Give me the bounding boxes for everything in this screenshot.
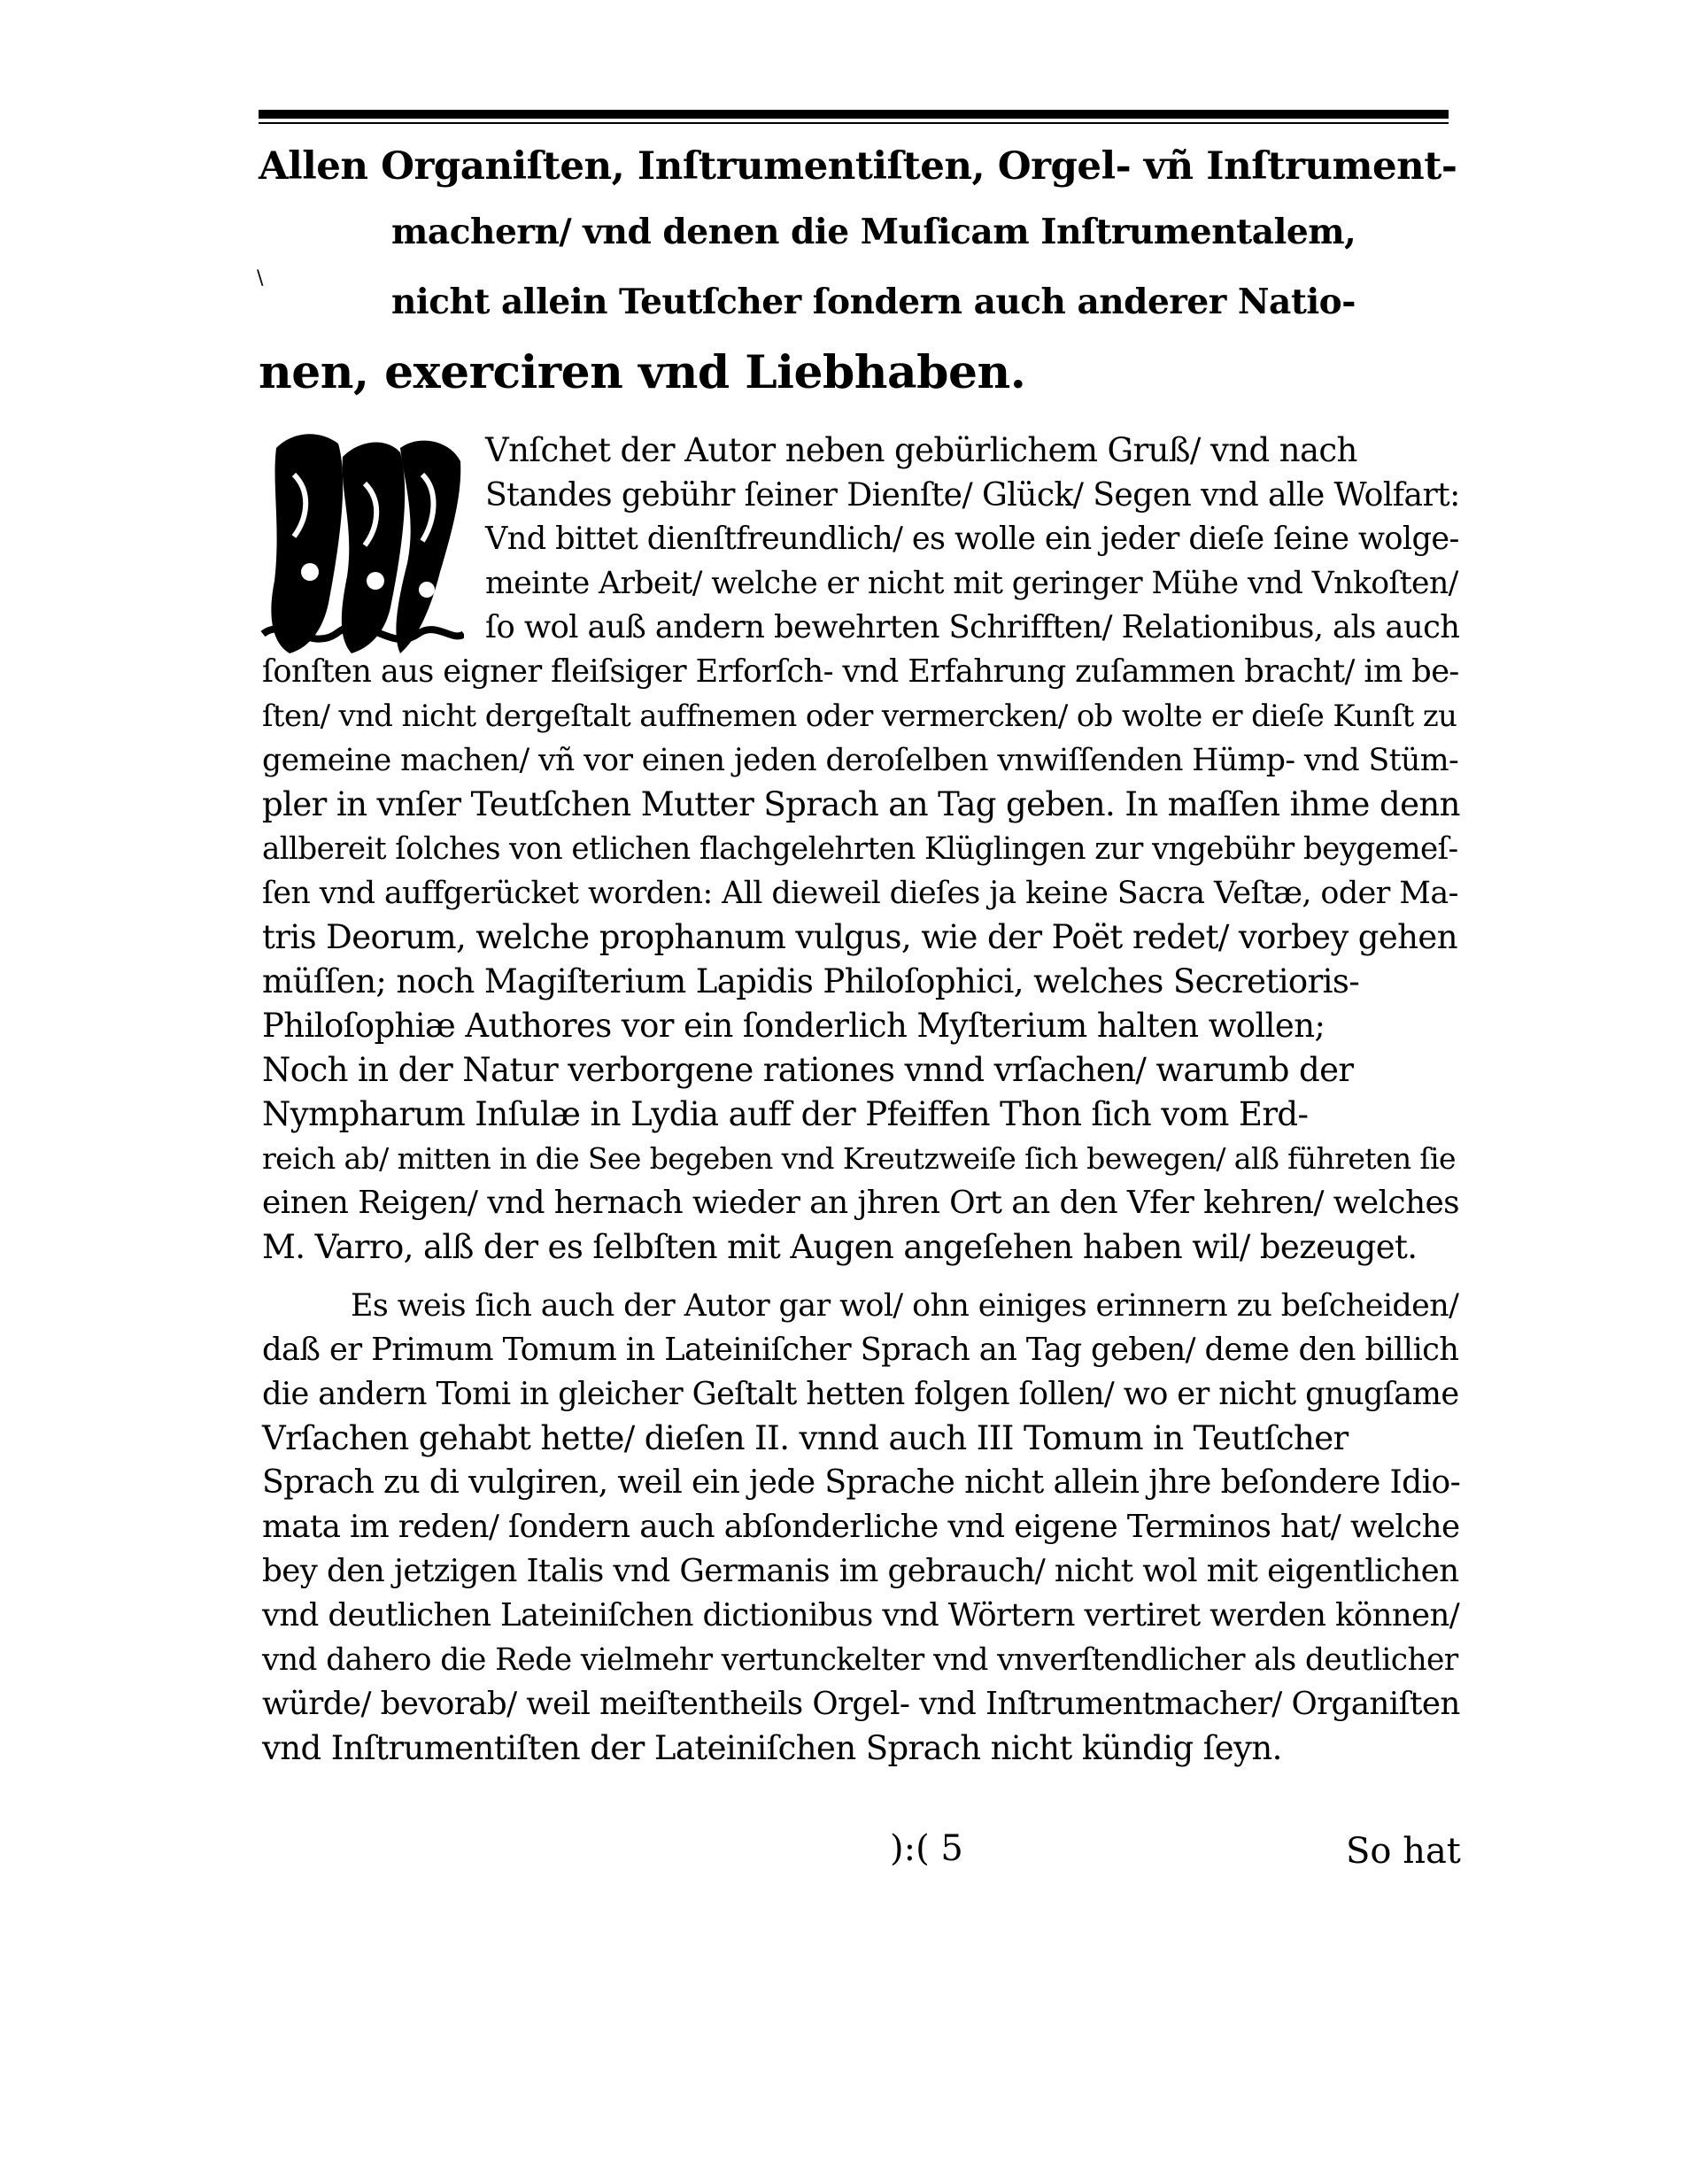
body-line: bey den jetzigen Italis vnd Germanis im gebrauch/ nicht wol mit eigentlichen [262,1553,1459,1589]
body-line: würde/ bevorab/ weil meiſtentheils Orgel- vnd Inſtrumentmacher/ Organiſten [262,1686,1460,1722]
top-rule [259,110,1449,119]
catchword: So hat [1346,1831,1461,1872]
margin-mark: \ [257,267,264,290]
heading-line-4: nen, exerciren vnd Liebhaben. [259,345,1026,399]
body-line: allbereit ſolches von etlichen flachgelehrten Klüglingen zur vngebühr beygemeſ- [262,831,1458,867]
body-line: ſten/ vnd nicht dergeſtalt auffnemen oder vermercken/ ob wolte er dieſe Kunſt zu [262,699,1457,733]
body-line: Vnſchet der Autor neben gebürlichem Gruß/ vnd nach [485,431,1357,469]
dedication-heading [259,133,1463,405]
body-line: die andern Tomi in gleicher Geſtalt hetten folgen ſollen/ wo er nicht gnugſame [262,1376,1459,1412]
heading-line-3: nicht allein Teutſcher ſondern auch anderer Natio- [391,282,1356,322]
body-line: gemeine machen/ vñ vor einen jeden deroſelben vnwiſſenden Hümp- vnd Stüm- [262,743,1459,778]
body-line: Philoſophiæ Authores vor ein ſonderlich Myſterium halten wollen; [262,1007,1325,1045]
body-line: vnd Inſtrumentiſten der Lateiniſchen Sprach nicht kündig ſeyn. [262,1729,1282,1767]
body-line: Es weis ſich auch der Autor gar wol/ ohn einiges erinnern zu beſcheiden/ [351,1288,1459,1324]
body-line: Vrſachen gehabt hette/ dieſen II. vnnd auch III Tomum in Teutſcher [262,1419,1349,1457]
body-line: vnd dahero die Rede vielmehr vertunckelter vnd vnverſtendlicher als deutlicher [262,1642,1458,1678]
body-line: mata im reden/ ſondern auch abſonderliche vnd eigene Terminos hat/ welche [262,1509,1460,1545]
body-line: reich ab/ mitten in die See begeben vnd Kreutzweiſe ſich bewegen/ alß führeten ſie [262,1141,1456,1176]
heading-line-2: machern/ vnd denen die Muſicam Inſtrumentalem, [391,212,1356,252]
body-line: ſen vnd auffgerücket worden: All dieweil dieſes ja keine Sacra Veſtæ, oder Ma- [262,876,1458,911]
body-line: Sprach zu di vulgiren, weil ein jede Sprache nicht allein jhre beſondere Idio- [262,1464,1461,1501]
body-line: M. Varro, alß der es ſelbſten mit Augen angeſehen haben wil/ bezeuget. [262,1228,1418,1266]
body-line: ſonſten aus eigner fleiſsiger Erforſch- vnd Erfahrung zuſammen bracht/ im be- [262,653,1459,690]
ornamental-initial-w-icon [259,421,464,659]
top-rule-thin [259,122,1449,124]
body-line: müſſen; noch Magiſterium Lapidis Philoſophici, welches Secretioris- [262,962,1360,1000]
body-line: vnd deutlichen Lateiniſchen dictionibus vnd Wörtern vertiret werden können/ [262,1597,1460,1634]
body-line: meinte Arbeit/ welche er nicht mit geringer Mühe vnd Vnkoſten/ [485,566,1458,601]
body-line: daß er Primum Tomum in Lateiniſcher Sprach an Tag geben/ deme den billich [262,1332,1459,1368]
body-line: Nympharum Inſulæ in Lydia auff der Pfeiffen Thon ſich vom Erd- [262,1095,1309,1133]
body-line: ſo wol auß andern bewehrten Schrifften/ Relationibus, als auch [485,609,1460,645]
body-line: einen Reigen/ vnd hernach wieder an jhren Ort an den Vfer kehren/ welches [262,1185,1460,1221]
body-line: tris Deorum, welche prophanum vulgus, wie der Poët redet/ vorbey gehen [262,918,1457,956]
body-line: Standes gebühr ſeiner Dienſte/ Glück/ Segen vnd alle Wolfart: [485,475,1460,514]
signature-mark: ):( 5 [890,1828,963,1869]
body-line: Noch in der Natur verborgene rationes vnnd vrſachen/ warumb der [262,1051,1354,1089]
body-line: Vnd bittet dienſtfreundlich/ es wolle ein jeder dieſe ſeine wolge- [485,521,1459,557]
heading-line-1: Allen Organiſten, Inſtrumentiſten, Orgel- vñ Inſtrument- [259,143,1457,189]
body-line: pler in vnſer Teutſchen Mutter Sprach an Tag geben. In maſſen ihme denn [262,785,1460,823]
